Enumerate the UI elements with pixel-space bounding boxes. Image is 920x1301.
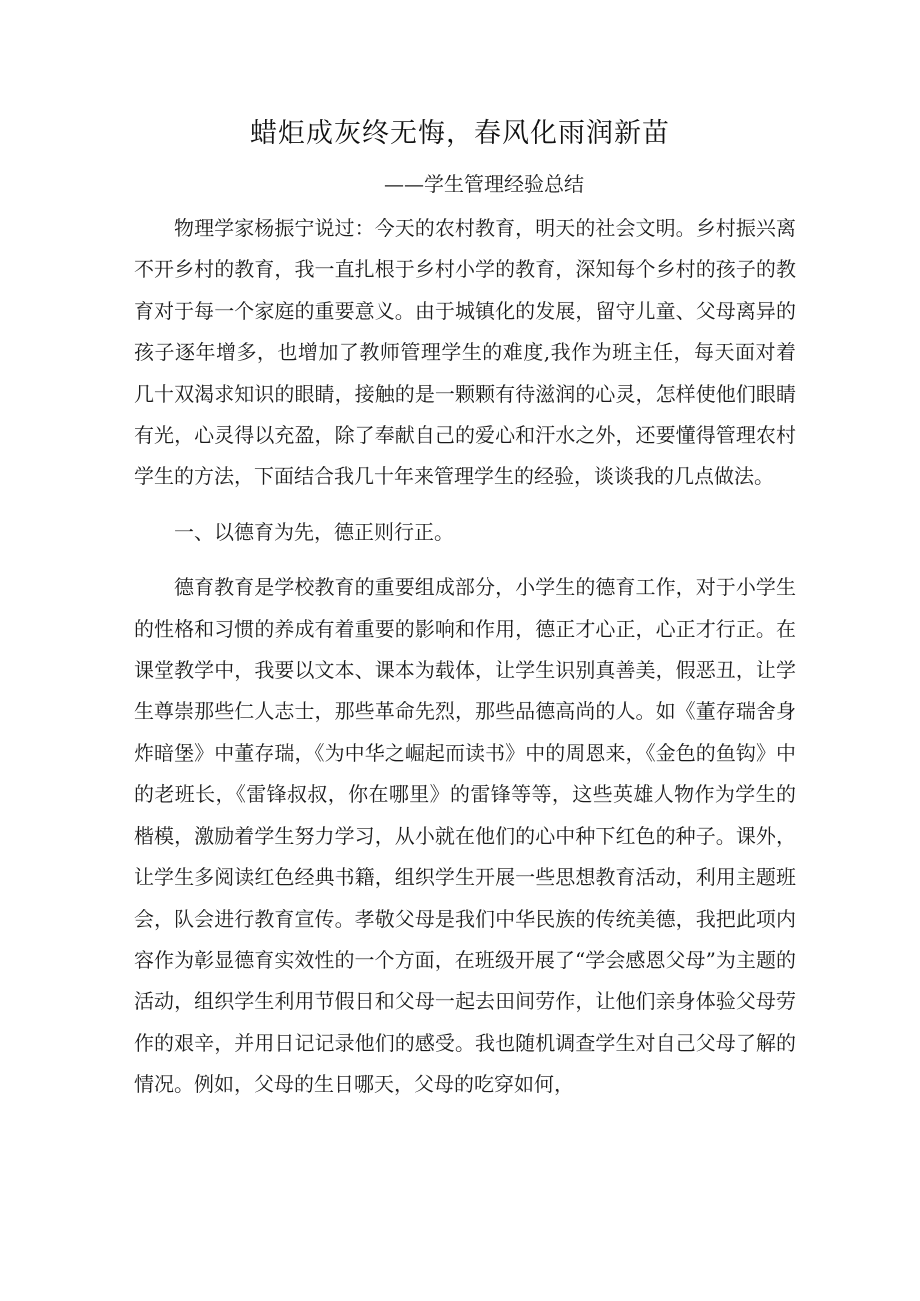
body-paragraph: 德育教育是学校教育的重要组成部分，小学生的德育工作，对于小学生的性格和习惯的养成有着重要的影响和作用，德正才心正，心正才行正。在课堂教学中，我要以文本、课本为载体，让学生识别真善美，假恶丑，让学生尊崇那些仁人志士，那些革命先烈，那些品德高尚的人。如《董存瑞舍身炸暗堡》中董存瑞，《为中华之崛起而读书》中的周恩来，《金色的鱼钩》中的老班长，《雷锋叔叔，你在哪里》的雷锋等等，这些英雄人物作为学生的楷模，激励着学生努力学习，从小就在他们的心中种下红色的种子。课外，让学生多阅读红色经典书籍，组织学生开展一些思想教育活动，利用主题班会，队会进行教育宣传。孝敬父母是我们中华民族的传统美德，我把此项内容作为彰显德育实效性的一个方面，在班级开展了“学会感恩父母”为主题的活动，组织学生利用节假日和父母一起去田间劳作，让他们亲身体验父母劳作的艰辛，并用日记记录他们的感受。我也随机调查学生对自己父母了解的情况。例如，父母的生日哪天，父母的吃穿如何， [134, 575, 796, 1097]
document-subtitle: ——学生管理经验总结 [384, 172, 584, 196]
section-heading: 一、以德育为先，德正则行正。 [174, 519, 454, 544]
document-body [134, 208, 796, 1106]
intro-paragraph: 物理学家杨振宁说过：今天的农村教育，明天的社会文明。乡村振兴离不开乡村的教育，我一直扎根于乡村小学的教育，深知每个乡村的孩子的教育对于每一个家庭的重要意义。由于城镇化的发展，留守儿童、父母离异的孩子逐年增多，也增加了教师管理学生的难度,我作为班主任，每天面对着几十双渴求知识的眼睛，接触的是一颗颗有待滋润的心灵，怎样使他们眼睛有光，心灵得以充盈，除了奉献自己的爱心和汗水之外，还要懂得管理农村学生的方法，下面结合我几十年来管理学生的经验，谈谈我的几点做法。 [134, 216, 796, 489]
document-title: 蜡炬成灰终无悔，春风化雨润新苗 [250, 118, 670, 149]
